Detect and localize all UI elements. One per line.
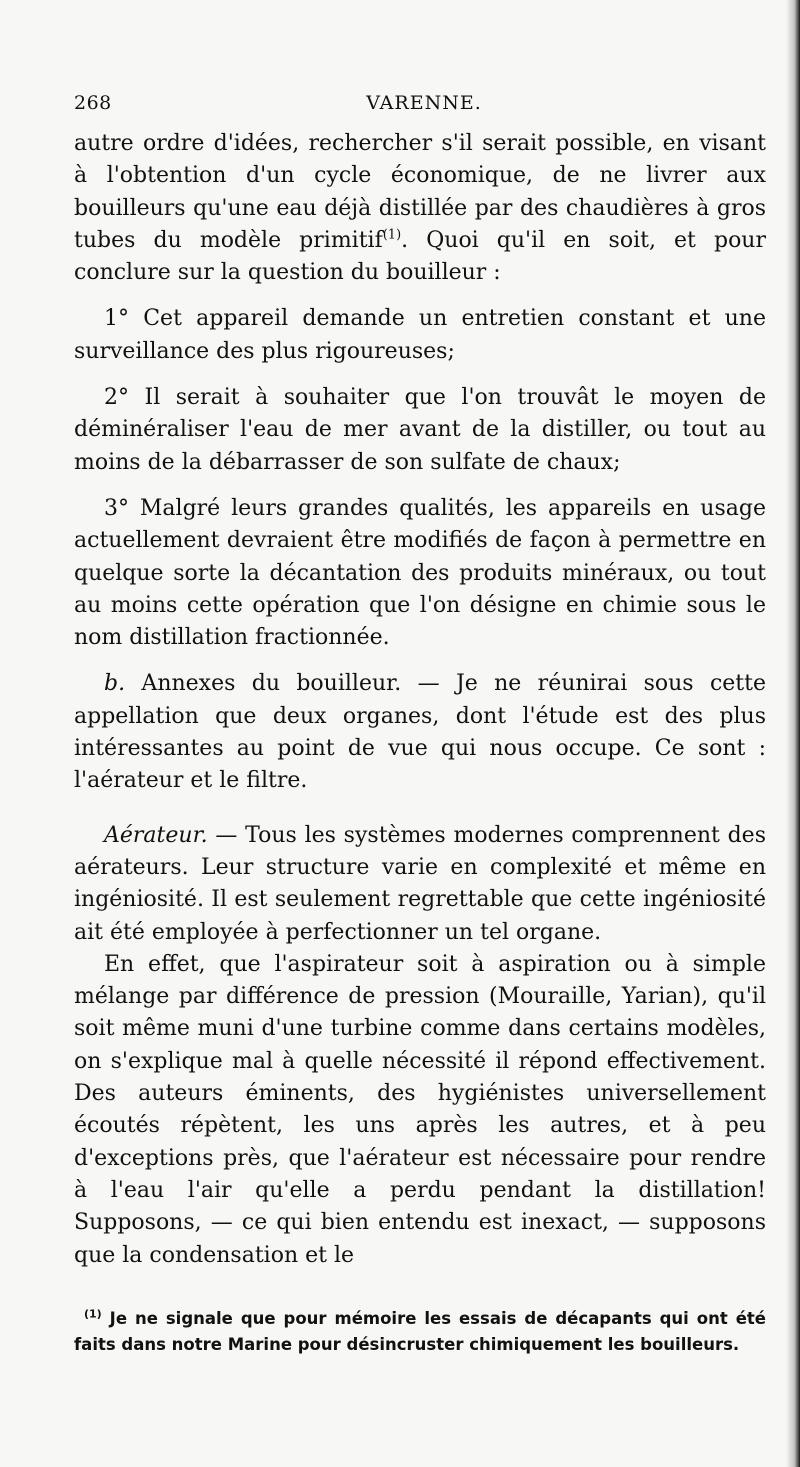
page-edge-shadow — [786, 0, 800, 1467]
paragraph-item-1: 1° Cet appareil demande un entretien constant et une surveillance des plus rigoureuses; — [74, 306, 766, 364]
footnote — [74, 1306, 766, 1358]
running-title: VARENNE. — [366, 92, 482, 114]
page-number: 268 — [74, 92, 112, 114]
section-heading-aerateur: Aérateur. — [104, 822, 208, 848]
paragraph-en-effet: En effet, que l'aspirateur soit à aspiration ou à simple mélange par différence de pression (Mouraille, Yarian), qu'il soit même muni d'une turbine comme dans certains modèles, on s'explique mal à quelle nécessité il répond effectivement. Des auteurs éminents, des hygiénistes universellement écoutés répètent, les uns après les autres, et à peu d'exceptions près, que l'aérateur est nécessaire pour rendre à l'eau l'air qu'elle a perdu pendant la distillation! Supposons, — ce qui bien entendu est inexact, — supposons que la condensation et le — [74, 951, 766, 1268]
paragraph-annexes — [74, 668, 766, 797]
paragraph-1-text: autre ordre d'idées, rechercher s'il serait possible, en visant à l'obtention d'un cycle économique, de ne livrer aux bouilleurs qu'une eau déjà distillée par des chaudières à gros tubes du modèle primitif — [74, 131, 766, 253]
paragraph-1-continuation: . Quoi qu'il en soit, et pour conclure sur la question du bouilleur : — [74, 227, 766, 286]
paragraph-aerateur — [74, 820, 766, 949]
page-header — [74, 92, 774, 122]
paragraph-aerateur-text: — Tous les systèmes modernes comprennent des aérateurs. Leur structure varie en complexité et même en ingéniosité. Il est seulement regrettable que cette ingéniosité ait été employée à perfectionner un tel organe. — [74, 822, 766, 945]
paragraph-1 — [74, 128, 766, 289]
body-text — [74, 128, 766, 1272]
footnote-text: Je ne signale que pour mémoire les essais de décapants qui ont été faits dans notre Marine pour désincruster chimiquement les bouilleurs. — [74, 1309, 766, 1354]
footnote-reference: (1) — [382, 227, 402, 243]
section-letter: b. — [104, 671, 126, 697]
footnote-marker: (1) — [84, 1307, 102, 1321]
paragraph-item-3: 3° Malgré leurs grandes qualités, les appareils en usage actuellement devraient être modifiés de façon à permettre en quelque sorte la décantation des produits minéraux, ou tout au moins cette opération que l'on désigne en chimie sous le nom distillation fractionnée. — [74, 495, 766, 651]
paragraph-annexes-text: Annexes du bouilleur. — Je ne réunirai sous cette appellation que deux organes, dont l'étude est des plus intéressantes au point de vue qui nous occupe. Ce sont : l'aérateur et le filtre. — [74, 671, 766, 794]
paragraph-item-2: 2° Il serait à souhaiter que l'on trouvât le moyen de déminéraliser l'eau de mer avant de la distiller, ou tout au moins de la débarrasser de son sulfate de chaux; — [74, 385, 766, 475]
